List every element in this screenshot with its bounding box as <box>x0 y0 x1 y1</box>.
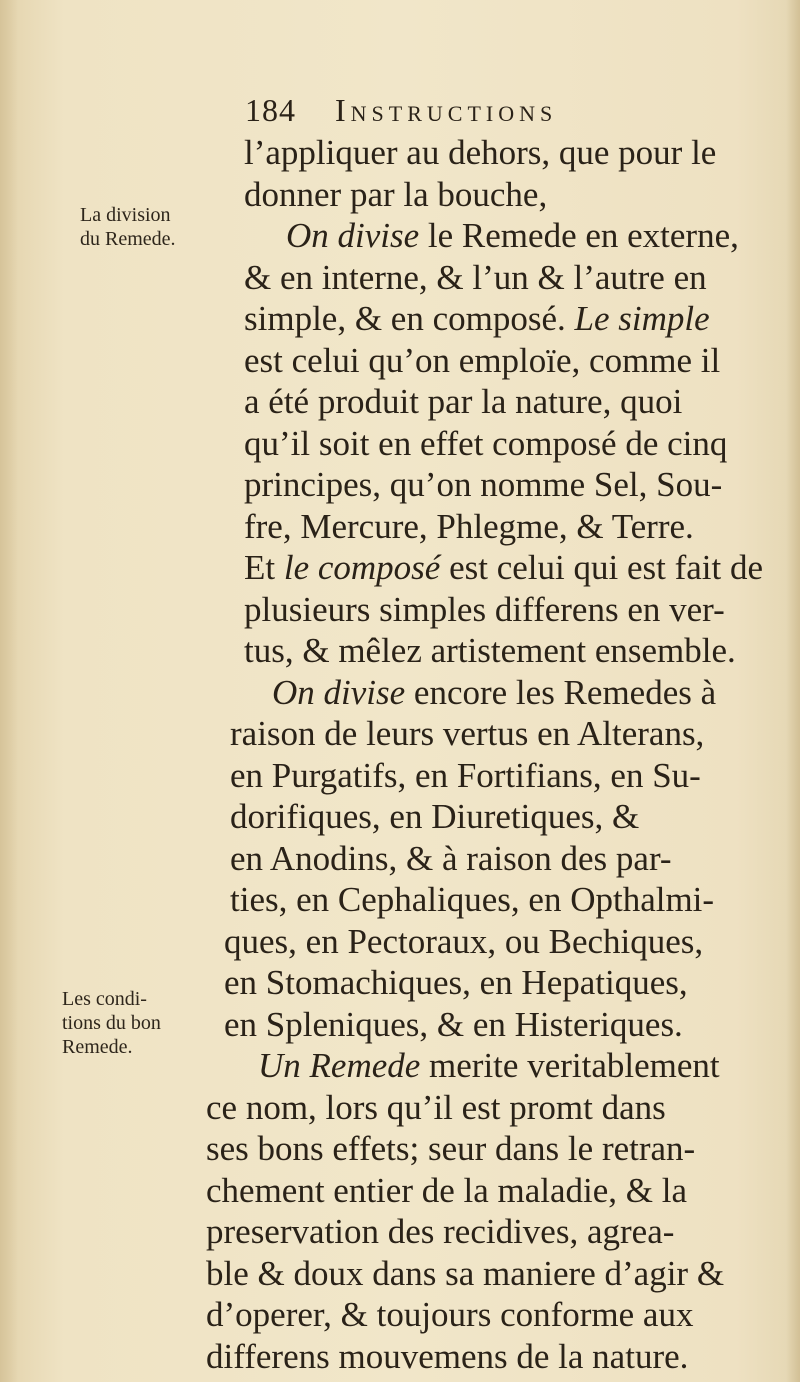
text-run: en Stomachiques, en Hepatiques, <box>224 963 688 1002</box>
text-line <box>206 713 766 755</box>
italic-term: On divise <box>286 216 420 255</box>
text-line <box>206 879 766 921</box>
text-run: ce nom, lors qu’il est promt dans <box>206 1087 666 1127</box>
margin-note-line: du Remede. <box>80 228 176 250</box>
text-line <box>206 1128 766 1170</box>
text-line <box>206 1045 766 1087</box>
text-run: est celui qu’on emploïe, comme il <box>244 340 721 380</box>
text-line <box>206 257 766 299</box>
text-run: merite veritablement <box>420 1046 720 1085</box>
italic-term: Un Remede <box>258 1046 421 1085</box>
text-run: en Anodins, & à raison des par- <box>230 838 672 878</box>
text-line <box>206 1211 766 1253</box>
text-run: ble & doux dans sa maniere d’agir & <box>206 1253 725 1293</box>
italic-term: On divise <box>272 672 406 712</box>
text-line <box>206 340 766 382</box>
text-run: qu’il soit en effet composé de cinq <box>244 423 728 463</box>
margin-note-line: Les condi- <box>62 988 147 1010</box>
text-run: a été produit par la nature, quoi <box>244 382 683 421</box>
text-run: ques, en Pectoraux, ou Bechiques, <box>224 921 704 961</box>
text-line <box>206 921 766 963</box>
text-line <box>206 1170 766 1212</box>
text-line <box>206 589 766 631</box>
text-run: en Spleniques, & en Histeriques. <box>224 1004 683 1044</box>
text-run: donner par la bouche, <box>244 174 548 214</box>
text-run: preservation des recidives, agrea- <box>206 1212 675 1251</box>
text-line <box>206 464 766 506</box>
text-run: raison de leurs vertus en Alterans, <box>230 714 705 753</box>
margin-note-line: La division <box>80 204 171 226</box>
text-run: encore les Remedes à <box>405 672 717 712</box>
text-line <box>206 1004 766 1046</box>
text-run: differens mouvemens de la nature. <box>206 1336 689 1376</box>
text-line <box>206 506 766 548</box>
text-line <box>206 1294 766 1336</box>
text-line <box>206 838 766 880</box>
body-text <box>206 132 766 1377</box>
text-run: Et <box>244 548 284 587</box>
page-header <box>245 92 665 129</box>
text-run: plusieurs simples differens en ver- <box>244 589 725 629</box>
text-line <box>206 1087 766 1129</box>
margin-note-line: Remede. <box>62 1036 133 1058</box>
text-run: tus, & mêlez artistement ensemble. <box>244 631 736 670</box>
text-line <box>206 132 766 174</box>
italic-term: le composé <box>283 548 441 587</box>
text-line <box>206 796 766 838</box>
page-number: 184 <box>245 92 296 128</box>
text-line <box>206 547 766 589</box>
text-run: dorifiques, en Diuretiques, & <box>230 797 640 836</box>
text-run: d’operer, & toujours conforme aux <box>206 1295 694 1334</box>
text-run: & en interne, & l’un & l’autre en <box>244 257 707 297</box>
text-line <box>206 298 766 340</box>
page-left-shadow <box>0 0 18 1382</box>
text-line <box>206 381 766 423</box>
text-run: est celui qui est fait de <box>440 548 764 587</box>
text-line <box>206 423 766 465</box>
page-right-shadow <box>786 0 800 1382</box>
text-run: ties, en Cephaliques, en Opthalmi- <box>230 880 715 919</box>
text-line <box>206 1253 766 1295</box>
running-title: Instructions <box>335 92 558 128</box>
text-run: fre, Mercure, Phlegme, & Terre. <box>244 506 694 546</box>
margin-note-conditions <box>62 987 222 1059</box>
text-run: ses bons effets; seur dans le retran- <box>206 1129 696 1168</box>
text-run: le Remede en externe, <box>419 216 739 255</box>
text-line <box>206 1336 766 1378</box>
text-line <box>206 672 766 714</box>
text-run: en Purgatifs, en Fortifians, en Su- <box>230 755 701 795</box>
text-run: l’appliquer au dehors, que pour le <box>244 133 717 172</box>
text-run: chement entier de la maladie, & la <box>206 1170 688 1210</box>
text-line <box>206 755 766 797</box>
text-line <box>206 215 766 257</box>
margin-note-line: tions du bon <box>62 1012 161 1034</box>
text-run: simple, & en composé. <box>244 299 575 338</box>
text-line <box>206 630 766 672</box>
text-line <box>206 174 766 216</box>
italic-term: Le simple <box>574 299 710 338</box>
text-run: principes, qu’on nomme Sel, Sou- <box>244 465 723 504</box>
text-line <box>206 962 766 1004</box>
